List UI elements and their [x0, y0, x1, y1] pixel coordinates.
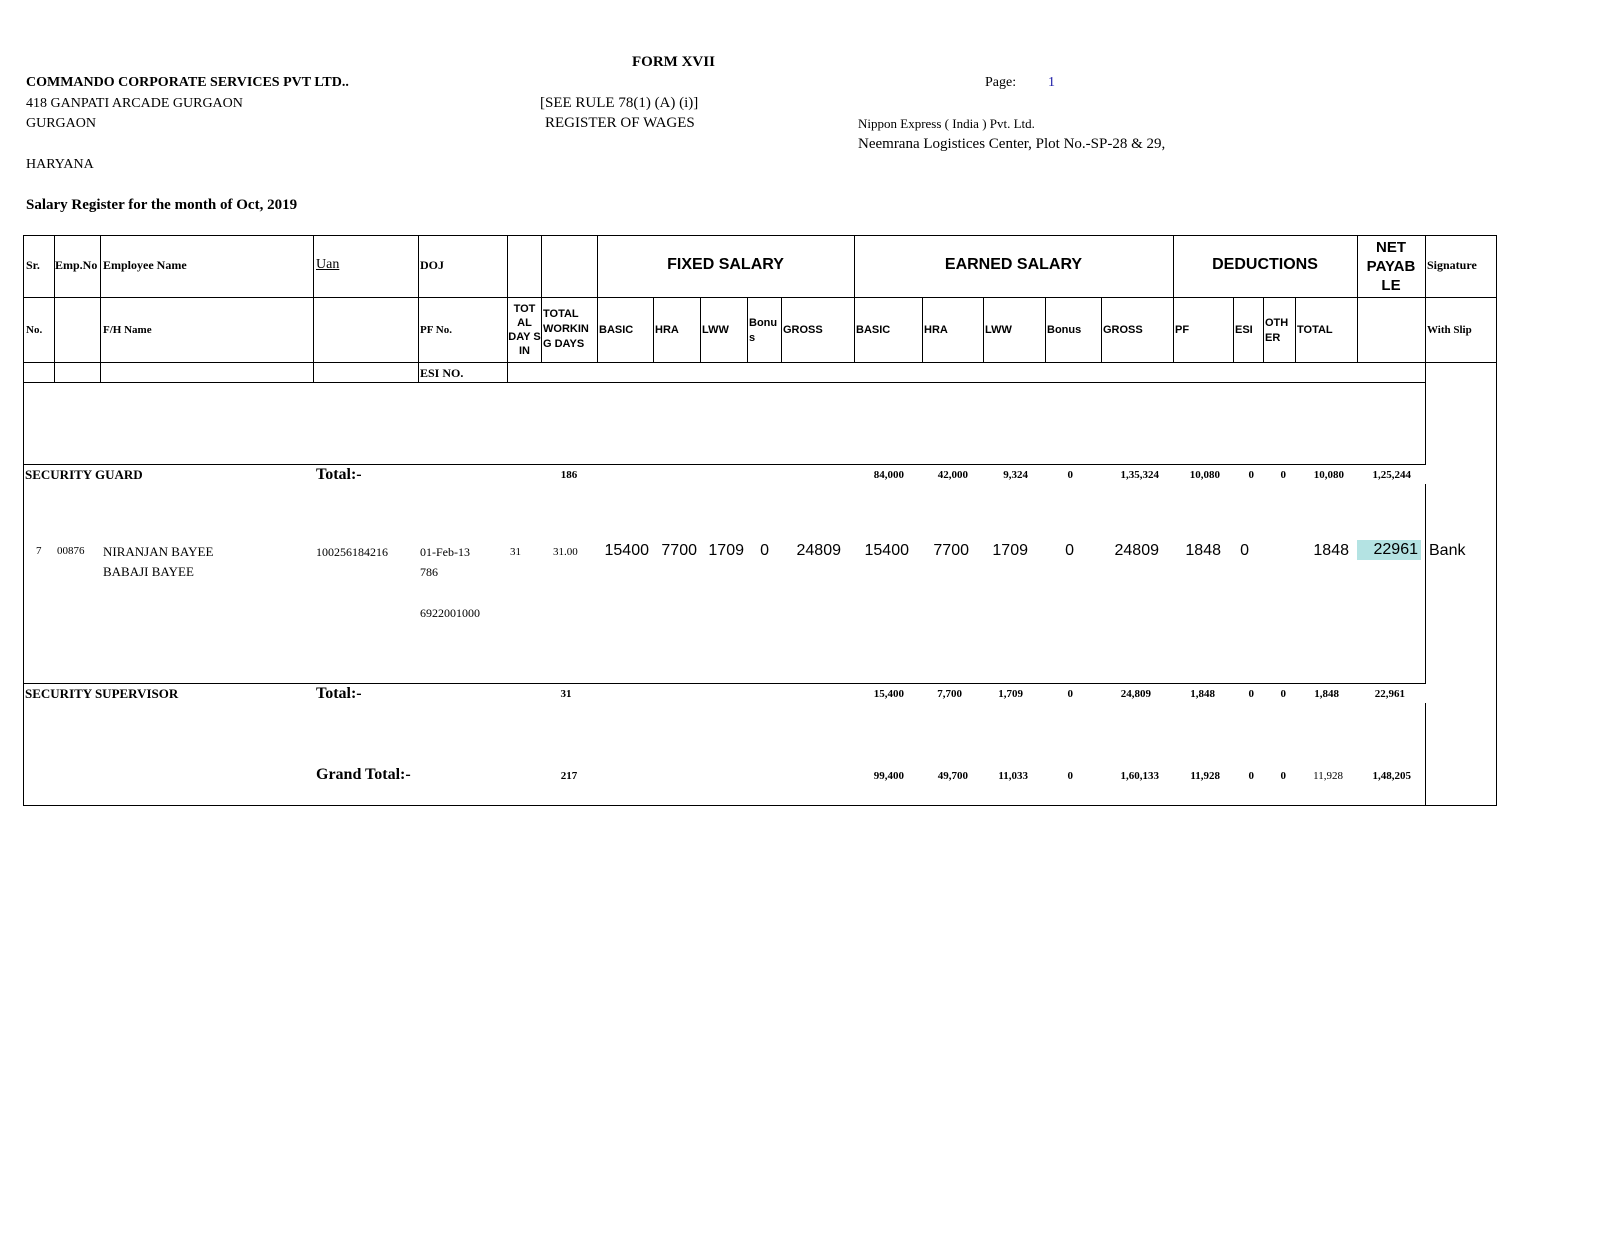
col-fixed-salary: FIXED SALARY	[667, 256, 784, 273]
grand-total-other: 0	[1280, 770, 1286, 782]
total-pf: 1,848	[1190, 688, 1215, 700]
col-earned-bonus: Bonus	[1047, 324, 1082, 336]
employee-sr: 7	[36, 545, 42, 557]
col-net-payable: NET PAYAB LE	[1366, 238, 1416, 294]
total-other: 0	[1280, 688, 1286, 700]
col-esi: ESI	[1235, 324, 1253, 336]
form-title: FORM XVII	[632, 54, 715, 70]
group-name: SECURITY SUPERVISOR	[25, 686, 179, 701]
total-basic: 15,400	[873, 688, 904, 700]
fixed-lww: 1709	[708, 542, 744, 559]
total-hra: 42,000	[937, 469, 968, 481]
earned-basic: 15400	[864, 542, 909, 559]
employee-pf-no: 786	[420, 565, 438, 579]
col-sr: Sr.	[26, 258, 40, 272]
fixed-bonus: 0	[760, 542, 769, 559]
col-fixed-lww: LWW	[702, 324, 729, 336]
grand-total-hra: 49,700	[937, 770, 968, 782]
company-address-2: GURGAON	[26, 116, 96, 131]
col-total-working-days: TOTAL WORKIN G DAYS	[543, 308, 589, 350]
employee-signature: Bank	[1429, 542, 1466, 559]
grand-total-basic: 99,400	[873, 770, 904, 782]
rule-reference: [SEE RULE 78(1) (A) (i)]	[540, 95, 699, 111]
earned-hra: 7700	[933, 542, 969, 559]
col-fixed-bonus: Bonu s	[749, 317, 778, 344]
grand-total-net: 1,48,205	[1372, 770, 1411, 782]
grand-total-pf: 11,928	[1190, 770, 1220, 782]
fixed-hra: 7700	[661, 542, 697, 559]
grand-total-esi: 0	[1248, 770, 1254, 782]
grand-total-days: 217	[560, 770, 578, 782]
col-fh-name: F/H Name	[103, 324, 152, 336]
total-hra: 7,700	[937, 688, 962, 700]
total-gross: 1,35,324	[1120, 469, 1159, 481]
total-days: 186	[560, 469, 578, 481]
col-esi-no: ESI NO.	[420, 366, 464, 380]
total-lww: 9,324	[1003, 469, 1028, 481]
total-pf: 10,080	[1189, 469, 1220, 481]
col-emp-no: Emp.No	[55, 258, 98, 272]
register-title: REGISTER OF WAGES	[545, 115, 695, 131]
col-earned-gross: GROSS	[1103, 324, 1143, 336]
grand-total-gross: 1,60,133	[1120, 770, 1159, 782]
employee-name: NIRANJAN BAYEE	[103, 544, 214, 559]
total-gross: 24,809	[1120, 688, 1151, 700]
salary-register-month: Salary Register for the month of Oct, 2019	[26, 197, 298, 213]
total-net: 1,25,244	[1372, 469, 1411, 481]
grand-total-deductions: 11,928	[1313, 770, 1343, 782]
company-name: COMMANDO CORPORATE SERVICES PVT LTD..	[26, 75, 349, 90]
page-number: 1	[1048, 75, 1055, 90]
col-earned-hra: HRA	[924, 324, 948, 336]
total-days: 31	[560, 688, 572, 700]
col-deductions: DEDUCTIONS	[1212, 256, 1318, 273]
col-no: No.	[26, 324, 43, 336]
col-pf-no: PF No.	[420, 324, 452, 336]
employee-fh-name: BABAJI BAYEE	[103, 564, 194, 579]
client-address: Neemrana Logistices Center, Plot No.-SP-28 & 29,	[858, 136, 1166, 152]
earned-lww: 1709	[992, 542, 1028, 559]
col-fixed-hra: HRA	[655, 324, 679, 336]
grand-total-label: Grand Total:-	[316, 766, 411, 783]
employee-emp-no: 00876	[57, 545, 85, 557]
col-pf: PF	[1175, 324, 1190, 336]
employee-uan: 100256184216	[316, 545, 388, 559]
total-esi: 0	[1248, 469, 1254, 481]
fixed-gross: 24809	[796, 542, 841, 559]
company-address-1: 418 GANPATI ARCADE GURGAON	[26, 96, 243, 111]
col-employee-name: Employee Name	[103, 258, 187, 272]
deduction-esi: 0	[1240, 542, 1249, 559]
deduction-total: 1848	[1313, 542, 1349, 559]
employee-working-days: 31.00	[553, 546, 578, 558]
col-fixed-basic: BASIC	[599, 324, 634, 336]
total-deductions: 10,080	[1313, 469, 1344, 481]
company-address-3: HARYANA	[26, 157, 94, 172]
col-earned-basic: BASIC	[856, 324, 891, 336]
col-total-days-in: TOT AL DAY S IN	[508, 302, 541, 357]
col-uan: Uan	[316, 257, 340, 272]
col-signature: Signature	[1427, 258, 1477, 272]
group-total-label: Total:-	[316, 466, 362, 483]
col-with-slip: With Slip	[1427, 324, 1472, 336]
total-lww: 1,709	[998, 688, 1023, 700]
col-earned-salary: EARNED SALARY	[944, 256, 1083, 273]
net-payable-value: 22961	[1357, 540, 1421, 560]
fixed-basic: 15400	[604, 542, 649, 559]
total-bonus: 0	[1067, 469, 1073, 481]
earned-bonus: 0	[1065, 542, 1074, 559]
employee-total-days: 31	[510, 546, 521, 558]
employee-doj: 01-Feb-13	[420, 545, 470, 559]
group-total-label: Total:-	[316, 685, 362, 702]
total-other: 0	[1280, 469, 1286, 481]
col-other: OTH ER	[1265, 317, 1289, 344]
deduction-pf: 1848	[1185, 542, 1221, 559]
col-fixed-gross: GROSS	[783, 324, 823, 336]
total-basic: 84,000	[873, 469, 904, 481]
col-total: TOTAL	[1297, 324, 1333, 336]
total-bonus: 0	[1067, 688, 1073, 700]
group-name: SECURITY GUARD	[25, 467, 143, 482]
total-esi: 0	[1248, 688, 1254, 700]
grand-total-lww: 11,033	[998, 770, 1028, 782]
total-deductions: 1,848	[1314, 688, 1339, 700]
page-label: Page:	[985, 75, 1017, 90]
col-doj: DOJ	[420, 258, 444, 272]
employee-esi-no: 6922001000	[420, 606, 480, 620]
grand-total-bonus: 0	[1067, 770, 1073, 782]
client-name: Nippon Express ( India ) Pvt. Ltd.	[858, 116, 1035, 131]
total-net: 22,961	[1374, 688, 1405, 700]
col-earned-lww: LWW	[985, 324, 1012, 336]
earned-gross: 24809	[1114, 542, 1159, 559]
